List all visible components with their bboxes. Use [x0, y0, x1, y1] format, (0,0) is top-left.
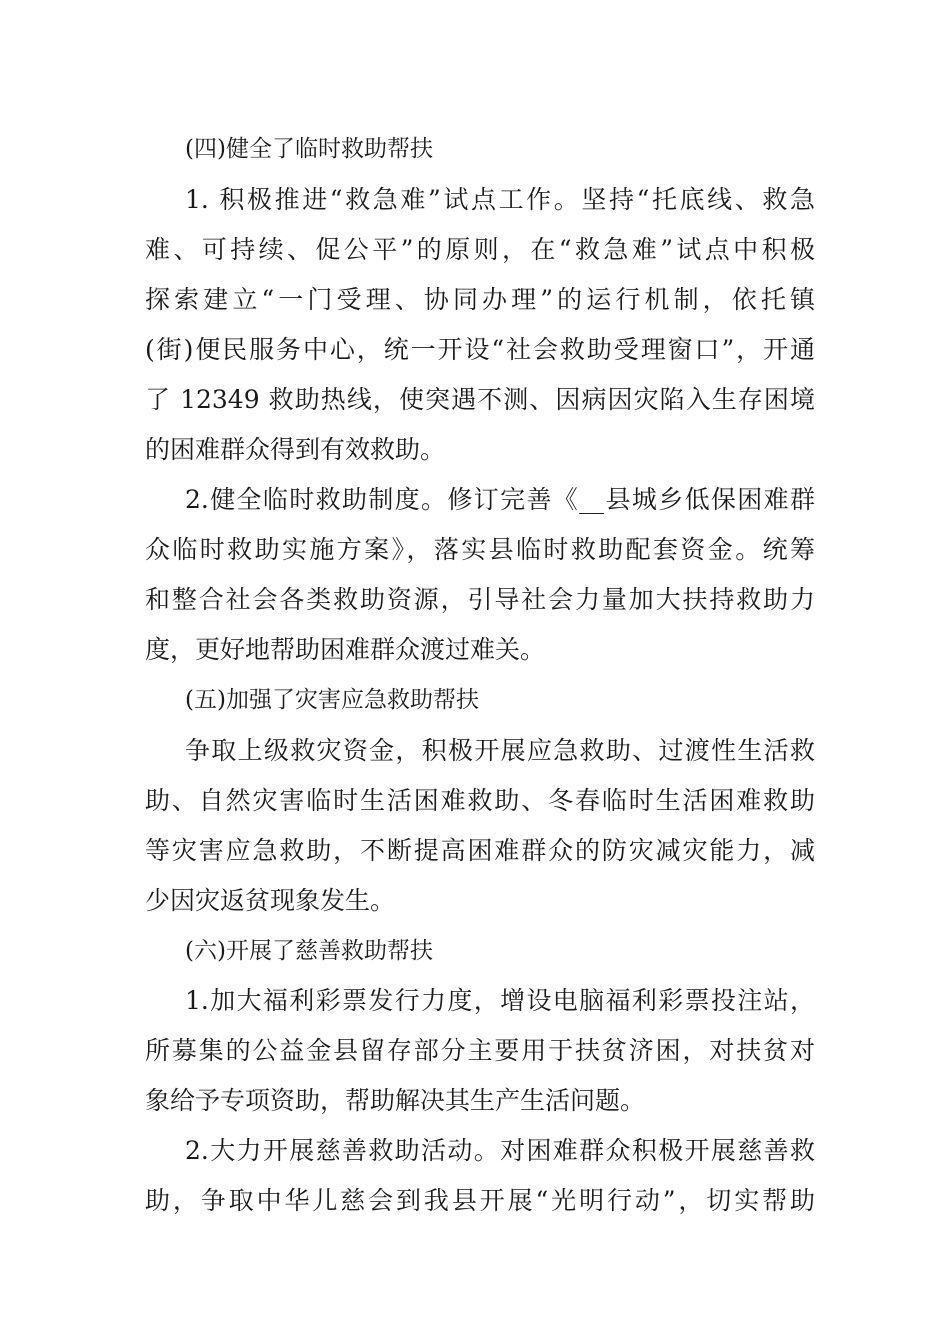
- section-heading-6: (六)开展了慈善救助帮扶: [185, 938, 433, 964]
- paragraph-line: 所募集的公益金县留存部分主要用于扶贫济困，对扶贫对: [145, 1036, 815, 1065]
- paragraph-line: 探索建立“一门受理、协同办理”的运行机制，依托镇: [145, 285, 815, 314]
- paragraph-line: 众临时救助实施方案》，落实县临时救助配套资金。统筹: [145, 535, 815, 564]
- paragraph-line: 助，争取中华儿慈会到我县开展“光明行动”，切实帮助: [145, 1186, 815, 1215]
- paragraph-line: 难、可持续、促公平”的原则，在“救急难”试点中积极: [145, 235, 815, 264]
- paragraph-line: 度，更好地帮助困难群众渡过难关。: [145, 635, 546, 664]
- paragraph-line: 2.大力开展慈善救助活动。对困难群众积极开展慈善救: [185, 1136, 815, 1165]
- paragraph-line: 争取上级救灾资金，积极开展应急救助、过渡性生活救: [185, 736, 815, 765]
- paragraph-line: 少因灾返贫现象发生。: [145, 886, 396, 915]
- paragraph-line: 1.加大福利彩票发行力度，增设电脑福利彩票投注站，: [185, 986, 815, 1015]
- paragraph-line: 和整合社会各类救助资源，引导社会力量加大扶持救助力: [145, 585, 815, 614]
- paragraph-line: 象给予专项资助，帮助解决其生产生活问题。: [145, 1086, 646, 1115]
- paragraph-line: 助、自然灾害临时生活困难救助、冬春临时生活困难救助: [145, 786, 815, 815]
- paragraph-line: 1. 积极推进“救急难”试点工作。坚持“托底线、救急: [185, 185, 815, 214]
- paragraph-line: 的困难群众得到有效救助。: [145, 435, 446, 464]
- paragraph-line: 了 12349 救助热线，使突遇不测、因病因灾陷入生存困境: [145, 385, 815, 414]
- paragraph-line: 2.健全临时救助制度。修订完善《__县城乡低保困难群: [185, 485, 815, 514]
- paragraph-line: 等灾害应急救助，不断提高困难群众的防灾减灾能力，减: [145, 836, 815, 865]
- section-heading-5: (五)加强了灾害应急救助帮扶: [185, 687, 479, 713]
- section-heading-4: (四)健全了临时救助帮扶: [185, 136, 433, 162]
- paragraph-line: (街)便民服务中心，统一开设“社会救助受理窗口”，开通: [145, 335, 815, 364]
